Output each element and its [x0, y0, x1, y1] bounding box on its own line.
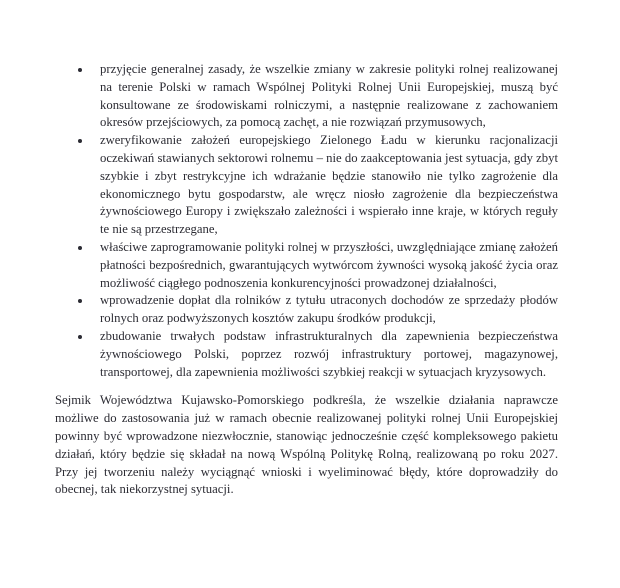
list-item: [55, 239, 558, 292]
list-item: [55, 328, 558, 381]
bullet-icon: [78, 299, 82, 303]
list-item: [55, 292, 558, 328]
bullet-text: zbudowanie trwałych podstaw infrastrukturalnych dla zapewnienia bezpieczeństwa żywnościowego Polski, poprzez rozwój infrastruktury portowej, magazynowej, transportowej, dla zapewnienia możliwości szybkiej reakcji w sytuacjach kryzysowych.: [100, 328, 558, 379]
bullet-icon: [78, 246, 82, 250]
bullet-icon: [78, 335, 82, 339]
document-content: [55, 61, 558, 499]
bullet-text: właściwe zaprogramowanie polityki rolnej w przyszłości, uwzględniające zmianę założeń płatności bezpośrednich, gwarantujących wytwórcom żywności wysoką jakość życia oraz możliwość ciągłego podnoszenia konkurencyjności prowadzonej działalności,: [100, 239, 558, 290]
closing-paragraph: Sejmik Województwa Kujawsko-Pomorskiego podkreśla, że wszelkie działania naprawcze możliwe do zastosowania już w ramach obecnie realizowanej polityki rolnej Unii Europejskiej powinny być wprowadzone niezwłocznie, stanowiąc jednocześnie część kompleksowego pakietu działań, który będzie się składał na nową Wspólną Politykę Rolną, realizowaną po roku 2027. Przy jej tworzeniu należy wyciągnąć wnioski i wyeliminować błędy, które doprowadziły do obecnej, tak niekorzystnej sytuacji.: [55, 393, 558, 497]
list-item: [55, 132, 558, 239]
bullet-icon: [78, 139, 82, 143]
bullet-text: zweryfikowanie założeń europejskiego Zielonego Ładu w kierunku racjonalizacji oczekiwań stawianych sektorowi rolnemu – nie do zaakceptowania jest sytuacja, gdy zbyt szybkie i zbyt restrykcyjne ich wdrażanie będzie stanowiło nie tylko zagrożenie dla ekonomicznego bytu gospodarstw, ale wręcz niosło zagrożenie dla bezpieczeństwa żywnościowego Europy i zwiększało zależności i wspierało inne kraje, w których reguły te nie są przestrzegane,: [100, 133, 558, 237]
bullet-text: wprowadzenie dopłat dla rolników z tytułu utraconych dochodów ze sprzedaży płodów rolnych oraz podwyższonych kosztów zakupu środków produkcji,: [100, 293, 558, 326]
bullet-list: [55, 61, 558, 381]
bullet-icon: [78, 68, 82, 72]
bullet-text: przyjęcie generalnej zasady, że wszelkie zmiany w zakresie polityki rolnej realizowanej na terenie Polski w ramach Wspólnej Polityki Rolnej Unii Europejskiej, muszą być konsultowane ze środowiskami rolniczymi, a następnie realizowane z zachowaniem okresów przejściowych, za pomocą zachęt, a nie rozwiązań przymusowych,: [100, 62, 558, 130]
list-item: [55, 61, 558, 132]
